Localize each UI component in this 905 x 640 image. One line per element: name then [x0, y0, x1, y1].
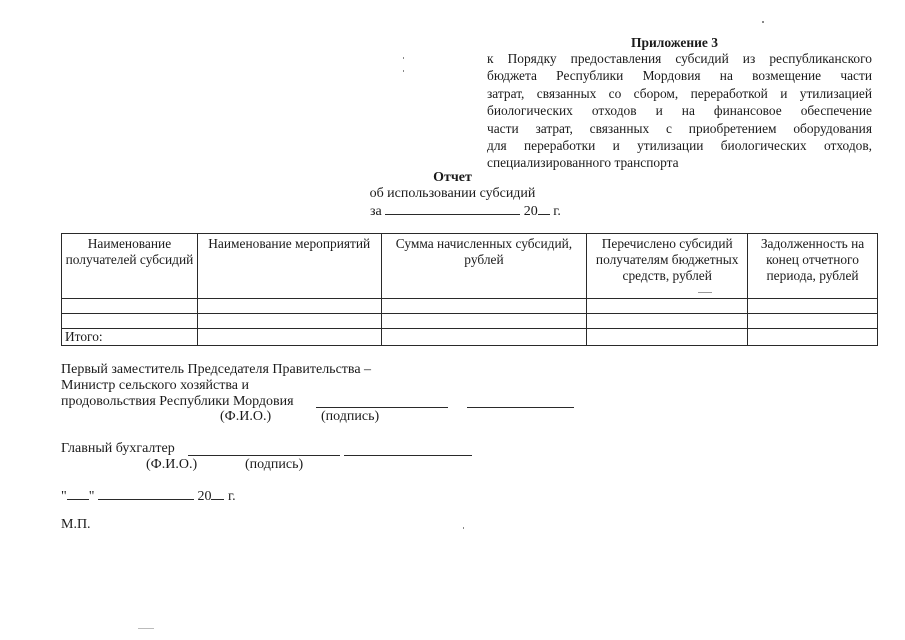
date-suffix: г. — [227, 489, 236, 504]
scan-speck — [403, 57, 404, 59]
table-row — [62, 314, 878, 329]
date-year: 20 — [197, 489, 212, 504]
column-header: Наименование мероприятий — [197, 234, 381, 299]
scan-speck — [463, 527, 464, 529]
total-label: Итого: — [62, 329, 198, 346]
period-prefix: за — [370, 204, 382, 219]
table-total-row — [62, 329, 878, 346]
appendix-line: бюджета Республики Мордовия на возмещение части — [487, 68, 872, 84]
table-header-row — [62, 234, 878, 299]
table-cell[interactable] — [381, 314, 587, 329]
table-cell[interactable] — [62, 299, 198, 314]
table-cell[interactable] — [587, 314, 748, 329]
period-year: 20 — [523, 204, 538, 219]
stamp-label: М.П. — [61, 517, 91, 532]
deputy-fio-label: (Ф.И.О.) — [220, 409, 272, 424]
report-period — [370, 202, 561, 220]
table-cell[interactable] — [381, 299, 587, 314]
appendix-line: биологических отходов и на финансовое обеспечение — [487, 103, 872, 119]
table-row — [62, 299, 878, 314]
accountant-fio-blank[interactable] — [188, 443, 340, 456]
month-blank[interactable] — [98, 487, 194, 500]
year-blank[interactable] — [538, 202, 550, 215]
appendix-line: для переработки и утилизации биологических отходов, — [487, 138, 872, 154]
report-table — [61, 233, 878, 346]
quote-close: " — [88, 489, 95, 504]
table-cell[interactable] — [748, 329, 878, 346]
scan-speck — [138, 628, 154, 629]
appendix-line: специализированного транспорта — [487, 155, 679, 171]
column-header: Задолженность на конец отчетного периода, рублей — [748, 234, 878, 299]
table-cell[interactable] — [381, 329, 587, 346]
appendix-text — [487, 50, 872, 172]
column-header: Сумма начисленных субсидий, рублей — [381, 234, 587, 299]
report-subtitle: об использовании субсидий — [369, 186, 536, 201]
deputy-sign-label: (подпись) — [321, 409, 380, 424]
quote-open: " — [61, 489, 67, 504]
column-header: Перечислено субсидий получателям бюджетных средств, рублей — [587, 234, 748, 299]
table-cell[interactable] — [197, 299, 381, 314]
scan-speck — [403, 70, 404, 72]
scan-speck — [762, 21, 764, 23]
table-cell[interactable] — [748, 299, 878, 314]
period-suffix: г. — [553, 204, 561, 219]
accountant-fio-label: (Ф.И.О.) — [146, 457, 198, 472]
column-header: Наименование получателей субсидий — [62, 234, 198, 299]
date-line — [61, 487, 236, 505]
appendix-line: к Порядку предоставления субсидий из республиканского — [487, 51, 872, 66]
appendix-line: части затрат, связанных с приобретением оборудования — [487, 120, 872, 136]
accountant-title: Главный бухгалтер — [61, 441, 175, 456]
table-cell[interactable] — [62, 314, 198, 329]
table-cell[interactable] — [748, 314, 878, 329]
date-year-blank[interactable] — [211, 487, 224, 500]
deputy-title-line2: Министр сельского хозяйства и — [61, 378, 249, 393]
period-blank[interactable] — [385, 202, 520, 215]
scan-speck — [698, 292, 712, 293]
table-cell[interactable] — [587, 299, 748, 314]
appendix-line: затрат, связанных со сбором, переработкой и утилизацией — [487, 85, 872, 101]
day-blank[interactable] — [67, 487, 89, 500]
table-cell[interactable] — [587, 329, 748, 346]
deputy-fio-blank[interactable] — [316, 395, 448, 408]
deputy-signature-blank[interactable] — [467, 395, 574, 408]
table-cell[interactable] — [197, 329, 381, 346]
deputy-title-line3: продовольствия Республики Мордовия — [61, 394, 294, 409]
appendix-title: Приложение 3 — [631, 35, 719, 50]
accountant-signature-blank[interactable] — [344, 443, 472, 456]
accountant-sign-label: (подпись) — [245, 457, 304, 472]
deputy-title-line1: Первый заместитель Председателя Правительства – — [61, 362, 372, 377]
report-title: Отчет — [433, 170, 472, 185]
table-cell[interactable] — [197, 314, 381, 329]
